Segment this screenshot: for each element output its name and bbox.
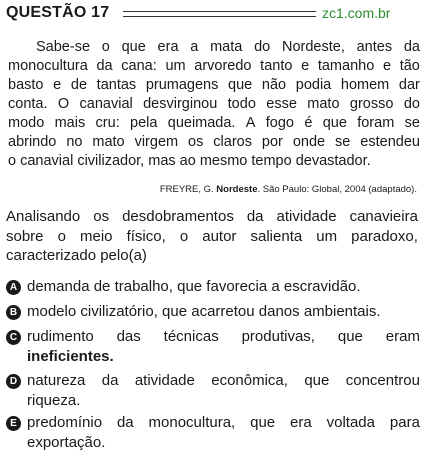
word: concentrou [345, 372, 420, 389]
option-d-line-1 [27, 371, 420, 391]
word: canavial [79, 96, 133, 112]
word: os [188, 134, 204, 150]
word: O [57, 96, 70, 112]
word: monocultura, [148, 414, 236, 431]
option-text [27, 371, 420, 411]
option-e-line-2: exportação. [27, 434, 106, 451]
word: antes [356, 39, 393, 55]
option-letter-badge: E [6, 416, 21, 431]
word: todo [227, 96, 256, 112]
word: canavieira [349, 208, 418, 225]
word: das [116, 328, 141, 345]
word: fogo [265, 115, 294, 131]
option-letter-badge: A [6, 280, 21, 295]
word: é [304, 115, 313, 131]
word: econômica, [211, 372, 288, 389]
word: os [93, 208, 110, 225]
word: paradoxo, [351, 227, 418, 245]
word: mato [92, 134, 125, 150]
word: arvoredo [194, 58, 252, 74]
word: que [322, 115, 347, 131]
word: que [337, 328, 363, 345]
word: esse [266, 96, 297, 112]
word: pela [130, 115, 158, 131]
word: por [261, 134, 283, 150]
source-citation [160, 184, 417, 196]
word: dar [398, 77, 420, 93]
word: o [179, 227, 189, 245]
word: não [261, 77, 287, 93]
word: para [389, 414, 420, 431]
word: tanto [260, 58, 293, 74]
word: técnicas [163, 328, 219, 345]
word: se [404, 115, 420, 131]
word: Sabe-se [36, 39, 91, 55]
word: e [382, 58, 392, 74]
question-stem [6, 207, 418, 266]
citation-details: . São Paulo: Global, 2004 (adaptado). [257, 184, 417, 195]
word: monocultura [8, 58, 88, 74]
word: mais [54, 115, 86, 131]
option-e-line-1 [27, 413, 420, 433]
word: tantas [96, 77, 137, 93]
text-line [8, 114, 420, 133]
option-d-line-2: riqueza. [27, 392, 81, 409]
word: onde [292, 134, 326, 150]
word: Nordeste, [281, 39, 345, 55]
word: prumagens [145, 77, 219, 93]
word: atividade [276, 208, 337, 225]
word: abrindo [8, 134, 57, 150]
text-line [8, 38, 420, 57]
word: era [157, 39, 179, 55]
word: e [53, 77, 62, 93]
word: foram [357, 115, 395, 131]
word: físico, [126, 227, 166, 245]
option-b-text: modelo civilizatório, que acarretou danos ambientais. [27, 303, 381, 320]
text-line [8, 133, 420, 152]
text-line [6, 246, 418, 266]
word: desvirginou [143, 96, 218, 112]
word: o canavial civilizador, mas ao mesmo tempo devastador. [8, 153, 371, 169]
word: do [254, 39, 271, 55]
word: voltada [326, 414, 375, 431]
word: cru: [95, 115, 120, 131]
word: modo [8, 115, 45, 131]
word: sobre [6, 227, 44, 245]
word: do [403, 96, 420, 112]
word: da [403, 39, 420, 55]
text-line [6, 207, 418, 227]
word: virgem [134, 134, 179, 150]
word: um [165, 58, 186, 74]
word: e [301, 58, 310, 74]
citation-author: FREYRE, G. [159, 184, 217, 195]
option-letter-badge: D [6, 374, 21, 389]
option-text [27, 327, 420, 367]
word: homem [340, 77, 390, 93]
word: o [101, 39, 110, 55]
citation-title: Nordeste [216, 184, 258, 195]
word: da [246, 208, 264, 225]
option-text [27, 302, 420, 322]
word: era [290, 414, 312, 431]
word: meio [80, 227, 113, 245]
word: natureza [27, 372, 86, 389]
option-letter-badge: B [6, 305, 21, 320]
word: salienta [250, 227, 303, 245]
word: a [190, 39, 199, 55]
text-line [6, 227, 418, 247]
word: no [66, 134, 83, 150]
word: predomínio [27, 414, 103, 431]
word: atividade [134, 372, 195, 389]
word: tão [399, 58, 420, 74]
word: rudimento [27, 328, 94, 345]
word: Analisando [6, 208, 81, 225]
word: um [316, 227, 338, 245]
word: que [121, 39, 146, 55]
word: de [70, 77, 88, 93]
word: estendeu [360, 134, 420, 150]
word: autor [202, 227, 237, 245]
word: grosso [349, 96, 394, 112]
word: que [228, 77, 253, 93]
word: que [250, 414, 276, 431]
word: se [335, 134, 351, 150]
word: o [57, 227, 66, 245]
brand-watermark: zc1.com.br [322, 5, 391, 21]
option-a-text: demanda de trabalho, que favorecia a escravidão. [27, 278, 361, 295]
word: da [116, 414, 134, 431]
option-letter-badge: C [6, 330, 21, 345]
word: conta. [8, 96, 48, 112]
text-line [8, 57, 420, 76]
option-text [27, 277, 420, 297]
word: mato [307, 96, 340, 112]
question-header [6, 3, 420, 23]
word: A [245, 115, 256, 131]
word: basto [8, 77, 44, 93]
option-text [27, 413, 420, 453]
passage-text [8, 38, 420, 171]
word: claros [213, 134, 252, 150]
word: podia [295, 77, 332, 93]
word: desdobramentos [122, 208, 234, 225]
word: produtivas, [241, 328, 315, 345]
word: da [96, 58, 113, 74]
text-line [8, 95, 420, 114]
word: cana: [121, 58, 157, 74]
word: mata [210, 39, 243, 55]
option-c-line-1 [27, 327, 420, 347]
word: da [101, 372, 119, 389]
text-line [8, 152, 420, 171]
text-line [8, 76, 420, 95]
word: eram [385, 328, 420, 345]
header-double-rule [123, 11, 316, 17]
word: tamanho [317, 58, 375, 74]
word: queimada. [167, 115, 236, 131]
question-number: QUESTÃO 17 [6, 4, 110, 21]
word: que [304, 372, 330, 389]
option-c-line-2: ineficientes. [27, 348, 114, 365]
word: caracterizado pelo(a) [6, 247, 147, 264]
